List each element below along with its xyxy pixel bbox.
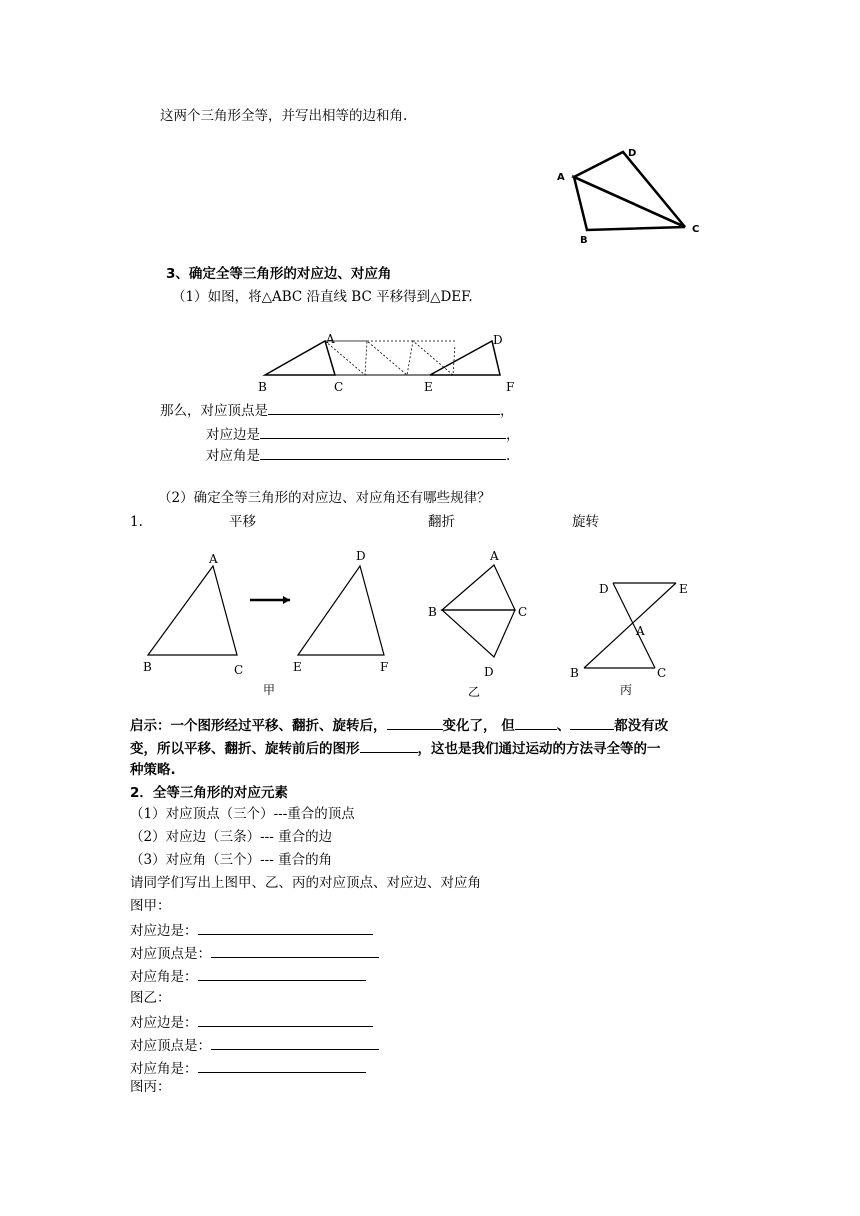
section2-instruction: 请同学们写出上图甲、乙、丙的对应顶点、对应边、对应角	[130, 875, 481, 891]
section3-q2: （2）确定全等三角形的对应边、对应角还有哪些规律？	[158, 490, 491, 506]
jia-side-label: 对应边是：	[130, 923, 198, 939]
hint-blank-2[interactable]	[515, 715, 557, 730]
flip-title: 翻折	[428, 514, 455, 530]
yi-angle-label: 对应角是：	[130, 1061, 198, 1077]
bing-label-e: E	[679, 582, 688, 596]
section2-item-3: （3）对应角（三个）--- 重合的角	[130, 852, 333, 868]
trans-label-f: F	[506, 380, 515, 394]
hint-text-2b: ，这也是我们通过运动的方法寻全等的一	[417, 741, 661, 757]
bing-caption: 丙	[620, 683, 633, 697]
jia-vertex-field[interactable]	[211, 943, 379, 958]
figure-jia	[135, 545, 405, 705]
section2-item-2: （2）对应边（三条）--- 重合的边	[130, 829, 333, 845]
bing-label-c: C	[657, 666, 667, 680]
trans-label-b: B	[258, 380, 267, 394]
jia-label-a: A	[209, 552, 218, 566]
jia-angle-field[interactable]	[198, 966, 366, 981]
yi-label-b: B	[428, 605, 437, 619]
hint-text-1a: 启示：一个图形经过平移、翻折、旋转后，	[130, 718, 387, 734]
jia-side-field[interactable]	[198, 920, 373, 935]
yi-side-field[interactable]	[198, 1012, 373, 1027]
hint-line-1	[130, 715, 668, 735]
hint-line-2	[130, 738, 661, 758]
figure-quadrilateral-abcd	[540, 140, 720, 250]
hint-blank-4[interactable]	[360, 738, 418, 753]
angle-answer-field[interactable]	[260, 445, 506, 460]
side-answer-field[interactable]	[260, 424, 506, 439]
hint-blank-1[interactable]	[387, 715, 443, 730]
yi-angle-row	[130, 1058, 366, 1078]
bing-label-b: B	[570, 666, 579, 680]
rotate-title: 旋转	[572, 514, 599, 530]
yi-label-d: D	[484, 665, 494, 679]
bing-label-a: A	[636, 624, 645, 638]
trans-label-a: A	[326, 332, 335, 346]
hint-line-3: 种策略.	[130, 762, 176, 778]
fig-jia-heading: 图甲：	[130, 898, 171, 914]
side-fill-line	[206, 424, 520, 444]
vertex-fill-line	[160, 400, 514, 420]
angle-label: 对应角是	[206, 448, 260, 464]
period-1: .	[506, 448, 511, 464]
comma-1: ，	[500, 403, 514, 419]
label-d: D	[628, 148, 637, 159]
jia-label-c: C	[234, 663, 244, 677]
intro-line: 这两个三角形全等，并写出相等的边和角.	[160, 108, 408, 124]
yi-vertex-row	[130, 1035, 379, 1055]
bing-label-d: D	[599, 582, 609, 596]
fig-bing-heading: 图丙：	[130, 1079, 171, 1095]
yi-label-a: A	[490, 549, 499, 563]
hint-text-1b: 变化了， 但	[442, 718, 515, 734]
vertex-label: 对应顶点是	[200, 403, 268, 419]
jia-vertex-row	[130, 943, 379, 963]
jia-side-row	[130, 920, 373, 940]
vertex-answer-field[interactable]	[268, 400, 500, 415]
label-c: C	[692, 224, 700, 235]
jia-angle-row	[130, 966, 366, 986]
side-label: 对应边是	[206, 427, 260, 443]
section3-heading: 3、确定全等三角形的对应边、对应角	[166, 266, 392, 282]
yi-side-label: 对应边是：	[130, 1015, 198, 1031]
jia-label-d: D	[356, 549, 366, 563]
yi-label-c: C	[518, 605, 528, 619]
fig-yi-heading: 图乙：	[130, 990, 171, 1006]
yi-angle-field[interactable]	[198, 1058, 366, 1073]
jia-caption: 甲	[263, 683, 276, 697]
jia-label-f: F	[380, 660, 389, 674]
hint-text-2a: 变，所以平移、翻折、旋转前后的图形	[130, 741, 360, 757]
label-a: A	[557, 172, 565, 183]
section3-q1: （1）如图，将△ABC 沿直线 BC 平移得到△DEF.	[172, 289, 473, 305]
angle-fill-line	[206, 445, 510, 465]
jia-angle-label: 对应角是：	[130, 969, 198, 985]
trans-label-c: C	[334, 380, 344, 394]
yi-side-row	[130, 1012, 373, 1032]
jia-label-e: E	[293, 660, 302, 674]
section2-heading: 2．全等三角形的对应元素	[130, 785, 288, 801]
figure-bing	[565, 570, 688, 700]
hint-text-1c: 、	[556, 718, 571, 734]
yi-caption: 乙	[468, 685, 481, 699]
translate-title: 平移	[229, 514, 256, 530]
trans-label-e: E	[424, 380, 433, 394]
comma-2: ，	[506, 427, 520, 443]
jia-label-b: B	[143, 660, 152, 674]
prefix-text: 那么，	[160, 403, 201, 419]
yi-vertex-label: 对应顶点是：	[130, 1038, 211, 1054]
list-number: 1.	[130, 514, 143, 530]
figure-translation	[255, 330, 525, 395]
section2-item-1: （1）对应顶点（三个）---重合的顶点	[130, 806, 355, 822]
jia-vertex-label: 对应顶点是：	[130, 946, 211, 962]
trans-label-d: D	[493, 333, 503, 347]
yi-vertex-field[interactable]	[211, 1035, 379, 1050]
figure-yi	[420, 545, 540, 705]
hint-blank-3[interactable]	[570, 715, 614, 730]
label-b: B	[580, 235, 588, 246]
hint-text-1d: 都没有改	[614, 718, 669, 734]
